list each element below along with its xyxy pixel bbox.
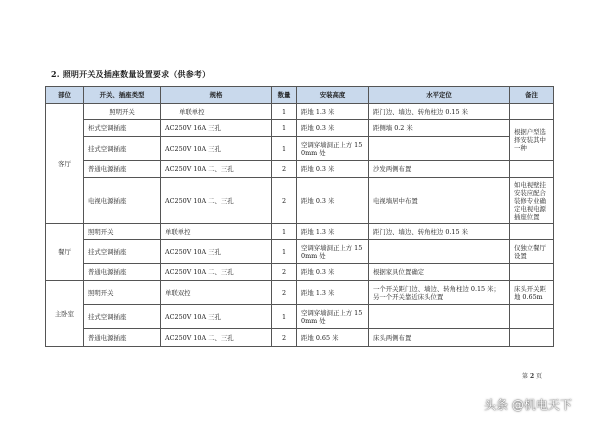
- note-cell: [510, 305, 554, 329]
- height-cell: 距地 0.3 米: [297, 178, 369, 224]
- height-cell: 距地 0.3 米: [297, 120, 369, 137]
- spec-cell: AC250V 10A 二、三孔: [161, 264, 272, 281]
- type-cell: 普通电源插座: [84, 161, 161, 178]
- position-cell: 根据家具位置确定: [369, 264, 510, 281]
- qty-cell: 2: [272, 264, 297, 281]
- page-number: [522, 371, 542, 380]
- type-cell: 普通电源插座: [84, 329, 161, 347]
- col-header-qty: 数量: [272, 87, 297, 104]
- qty-cell: 2: [272, 178, 297, 224]
- position-cell: 距门边、墙边、转角柱边 0.15 米: [369, 224, 510, 240]
- spec-cell: AC250V 16A 三孔: [161, 120, 272, 137]
- height-cell: 距地 0.3 米: [297, 264, 369, 281]
- type-cell: 照明开关: [84, 104, 161, 120]
- type-cell: 挂式空调插座: [84, 240, 161, 264]
- note-cell: [510, 161, 554, 178]
- table-row: [46, 305, 554, 329]
- page-number-value: 2: [529, 373, 535, 380]
- qty-cell: 1: [272, 224, 297, 240]
- note-cell: 根据户型选择安装其中一种: [510, 120, 554, 161]
- type-cell: 照明开关: [84, 281, 161, 305]
- table-row: [46, 329, 554, 347]
- header-row: [46, 87, 554, 104]
- watermark-text: 头条 @机电天下: [484, 398, 572, 412]
- col-header-area: 部位: [46, 87, 84, 104]
- col-header-height: 安装高度: [297, 87, 369, 104]
- type-cell: 照明开关: [84, 224, 161, 240]
- qty-cell: 1: [272, 120, 297, 137]
- height-cell: 距地 1.3 米: [297, 281, 369, 305]
- note-cell: 如电视壁挂安装应配合装修专业确定电视电源插座位置: [510, 178, 554, 224]
- qty-cell: 2: [272, 281, 297, 305]
- spec-cell: AC250V 10A 二、三孔: [161, 329, 272, 347]
- qty-cell: 1: [272, 104, 297, 120]
- note-cell: [510, 224, 554, 240]
- table-row: [46, 224, 554, 240]
- table-row: [46, 161, 554, 178]
- height-cell: 距地 0.3 米: [297, 161, 369, 178]
- col-header-note: 备注: [510, 87, 554, 104]
- height-cell: 距地 1.3 米: [297, 104, 369, 120]
- type-cell: 挂式空调插座: [84, 137, 161, 161]
- page-number-prefix: 第: [522, 373, 529, 380]
- watermark: [484, 396, 572, 413]
- note-cell: 仅独立餐厅设置: [510, 240, 554, 264]
- qty-cell: 2: [272, 329, 297, 347]
- position-cell: 距侧墙 0.2 米: [369, 120, 510, 137]
- qty-cell: 1: [272, 240, 297, 264]
- height-cell: 距地 0.65 米: [297, 329, 369, 347]
- qty-cell: 1: [272, 137, 297, 161]
- type-cell: 电视电源插座: [84, 178, 161, 224]
- area-cell: 餐厅: [46, 224, 84, 281]
- table-row: [46, 240, 554, 264]
- table-row: [46, 178, 554, 224]
- note-cell: 床头开关距地 0.65m: [510, 281, 554, 305]
- spec-cell: AC250V 10A 三孔: [161, 305, 272, 329]
- table-row: [46, 264, 554, 281]
- position-cell: [369, 305, 510, 329]
- height-cell: 空调穿墙洞正上方 150mm 处: [297, 240, 369, 264]
- position-cell: [369, 137, 510, 161]
- spec-cell: AC250V 10A 三孔: [161, 240, 272, 264]
- qty-cell: 2: [272, 161, 297, 178]
- spec-table: [45, 86, 554, 347]
- spec-cell: 单联单控: [161, 224, 272, 240]
- spec-cell: AC250V 10A 二、三孔: [161, 178, 272, 224]
- position-cell: 床头两侧布置: [369, 329, 510, 347]
- section-heading: 2. 照明开关及插座数量设置要求（供参考）: [51, 69, 211, 79]
- col-header-spec: 规格: [161, 87, 272, 104]
- spec-cell: AC250V 10A 二、三孔: [161, 161, 272, 178]
- position-cell: 电视墙居中布置: [369, 178, 510, 224]
- col-header-position: 水平定位: [369, 87, 510, 104]
- height-cell: 空调穿墙洞正上方 150mm 处: [297, 137, 369, 161]
- page-number-suffix: 页: [536, 373, 543, 380]
- area-cell: 客厅: [46, 104, 84, 224]
- note-cell: [510, 264, 554, 281]
- area-cell: 主卧室: [46, 281, 84, 347]
- position-cell: 沙发两侧布置: [369, 161, 510, 178]
- table-row: [46, 281, 554, 305]
- note-cell: [510, 329, 554, 347]
- position-cell: [369, 240, 510, 264]
- spec-cell: AC250V 10A 三孔: [161, 137, 272, 161]
- table-row: [46, 137, 554, 161]
- col-header-type: 开关、插座类型: [84, 87, 161, 104]
- note-cell: [510, 104, 554, 120]
- spec-cell: 单联双控: [161, 281, 272, 305]
- type-cell: 挂式空调插座: [84, 305, 161, 329]
- type-cell: 普通电源插座: [84, 264, 161, 281]
- table-row: [46, 104, 554, 120]
- height-cell: 距地 1.3 米: [297, 224, 369, 240]
- position-cell: 距门边、墙边、转角柱边 0.15 米: [369, 104, 510, 120]
- type-cell: 柜式空调插座: [84, 120, 161, 137]
- spec-cell: 单联单控: [161, 104, 272, 120]
- position-cell: 一个开关距门边、墙边、转角柱边 0.15 米；另一个开关靠近床头位置: [369, 281, 510, 305]
- height-cell: 空调穿墙洞正上方 150mm 处: [297, 305, 369, 329]
- table-row: [46, 120, 554, 137]
- qty-cell: 1: [272, 305, 297, 329]
